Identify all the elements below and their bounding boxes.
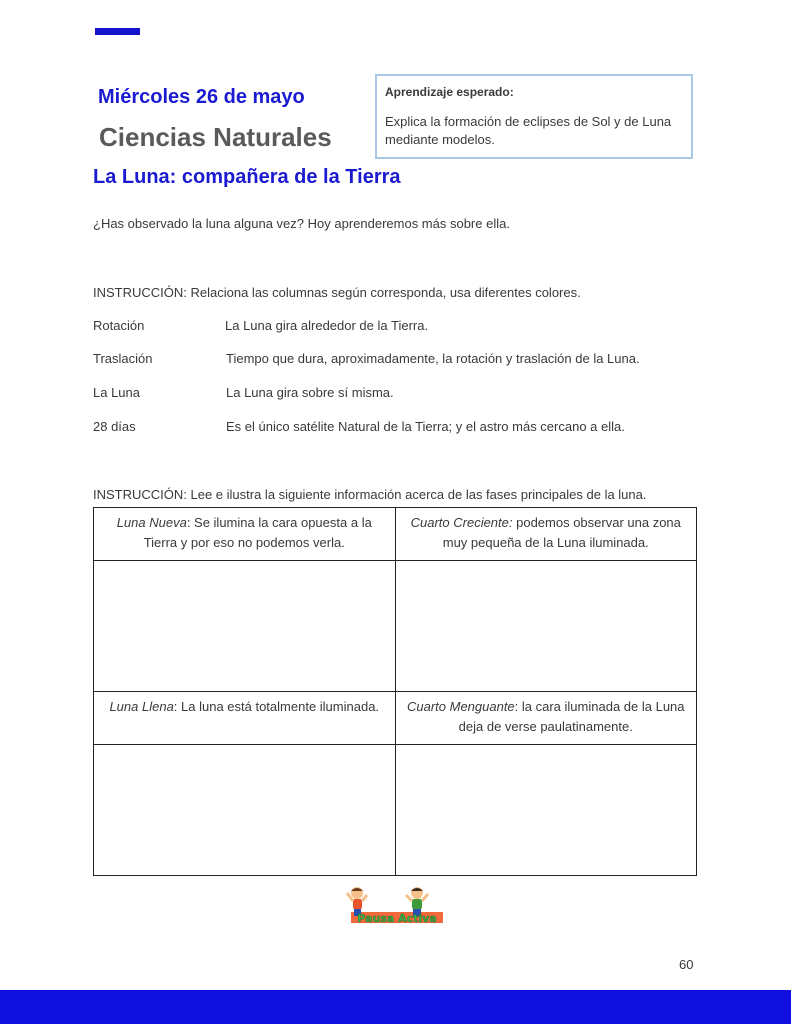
match-left-3: La Luna	[93, 385, 140, 400]
phase-description: : la cara iluminada de la Luna deja de verse paulatinamente.	[458, 699, 685, 734]
phase-cell-waning-crescent	[395, 692, 697, 745]
pausa-activa-logo	[345, 885, 448, 929]
svg-text:Pausa Activa: Pausa Activa	[357, 912, 437, 925]
phase-name: Cuarto Menguante	[406, 699, 515, 714]
bottom-footer-bar	[0, 990, 791, 1024]
learning-objective-title: Aprendizaje esperado:	[385, 85, 514, 99]
match-right-1: La Luna gira alrededor de la Tierra.	[225, 318, 429, 333]
phase-name: Luna Nueva	[116, 515, 187, 530]
top-accent-bar	[95, 28, 140, 35]
learning-objective-text: Explica la formación de eclipses de Sol y de Luna mediante modelos.	[385, 114, 672, 147]
phase-description: : La luna está totalmente iluminada.	[173, 699, 380, 714]
moon-phases-table	[93, 507, 697, 876]
phase-name: Cuarto Creciente:	[410, 515, 513, 530]
drawing-area-new-moon[interactable]	[94, 561, 396, 692]
page-number: 60	[679, 957, 694, 972]
match-right-4: Es el único satélite Natural de la Tierra; y el astro más cercano a ella.	[226, 419, 625, 434]
match-right-2: Tiempo que dura, aproximadamente, la rotación y traslación de la Luna.	[226, 351, 640, 366]
date-heading: Miércoles 26 de mayo	[98, 86, 305, 108]
phase-description: podemos observar una zona muy pequeña de la Luna iluminada.	[442, 515, 681, 550]
drawing-area-full-moon[interactable]	[94, 745, 396, 876]
intro-question: ¿Has observado la luna alguna vez? Hoy aprenderemos más sobre ella.	[93, 216, 510, 231]
instruction-illustrate: INSTRUCCIÓN: Lee e ilustra la siguiente información acerca de las fases principales de la luna.	[93, 487, 647, 502]
match-left-1: Rotación	[93, 318, 145, 333]
match-right-3: La Luna gira sobre sí misma.	[226, 385, 394, 400]
phase-name: Luna Llena	[109, 699, 174, 714]
subject-heading: Ciencias Naturales	[99, 122, 332, 152]
match-left-2: Traslación	[93, 351, 153, 366]
match-left-4: 28 días	[93, 419, 136, 434]
phase-cell-waxing-crescent	[395, 508, 697, 561]
phase-description: : Se ilumina la cara opuesta a la Tierra y por eso no podemos verla.	[143, 515, 372, 550]
learning-objective-box	[375, 74, 693, 159]
drawing-area-waxing-crescent[interactable]	[395, 561, 697, 692]
phase-cell-new-moon	[94, 508, 396, 561]
drawing-area-waning-crescent[interactable]	[395, 745, 697, 876]
instruction-match: INSTRUCCIÓN: Relaciona las columnas según corresponda, usa diferentes colores.	[93, 285, 581, 300]
topic-heading: La Luna: compañera de la Tierra	[93, 166, 401, 188]
phase-cell-full-moon	[94, 692, 396, 745]
